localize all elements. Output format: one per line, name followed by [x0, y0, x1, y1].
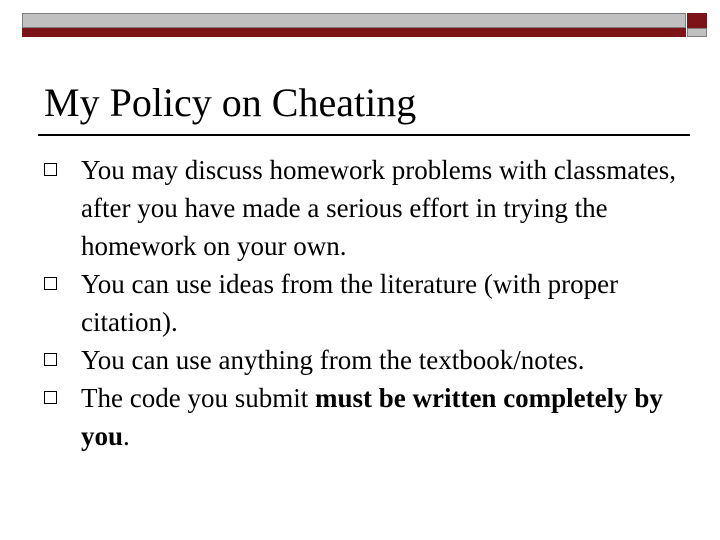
hollow-square-bullet-icon — [44, 391, 57, 404]
title-divider — [38, 134, 690, 136]
hollow-square-bullet-icon — [44, 353, 57, 366]
bullet-item-textbook — [44, 341, 684, 379]
bullet-text: You may discuss homework problems with classmates, after you have made a serious effort in trying the homework on your own. — [81, 155, 676, 261]
bullet-item-literature — [44, 265, 684, 341]
bullet-list — [44, 151, 684, 455]
header-corner-grey-block — [687, 28, 707, 37]
bullet-text-plain: The code you submit — [81, 383, 315, 413]
header-red-band — [22, 28, 686, 37]
bullet-item-discuss — [44, 151, 684, 265]
slide-title: My Policy on Cheating — [44, 80, 417, 125]
bullet-item-code — [44, 379, 684, 455]
bullet-text: You can use ideas from the literature (with proper citation). — [81, 269, 619, 337]
hollow-square-bullet-icon — [44, 163, 57, 176]
bullet-text-period: . — [123, 421, 130, 451]
bullet-text — [81, 383, 663, 451]
hollow-square-bullet-icon — [44, 277, 57, 290]
bullet-text-emphasis: must be written completely by you — [81, 383, 663, 451]
header-grey-band — [22, 13, 686, 28]
bullet-text: You can use anything from the textbook/notes. — [81, 345, 585, 375]
header-corner-red-block — [687, 13, 707, 28]
